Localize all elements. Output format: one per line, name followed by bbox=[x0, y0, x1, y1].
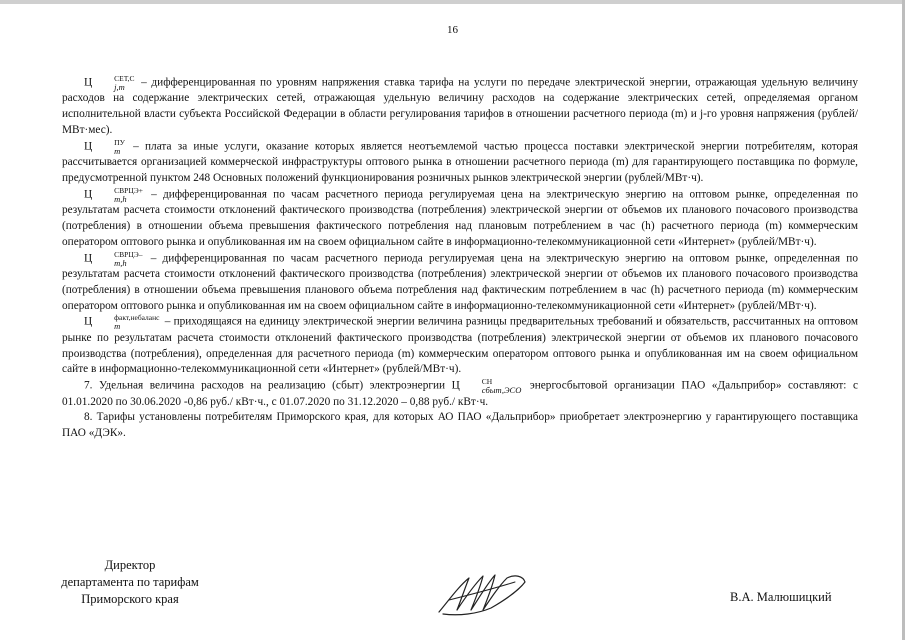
formula-subscript: сбыт,ЭСО bbox=[481, 385, 522, 396]
item-8-paragraph: 8. Тарифы установлены потребителям Приморского края, для которых АО ПАО «Дальприбор» приобретает электроэнергию у гарантирующего поставщика ПАО «ДЭК». bbox=[62, 411, 858, 440]
definition-text: – дифференцированная по часам расчетного периода регулируемая цена на электрическую энергию на оптовом рынке, определенная по результатам расчета стоимости отклонений фактического производства (потребления) электрической энергии от объемов их планового почасового производства (потребления) в отношении объема превышения фактического потребления над плановым потреблением в час (h) расчетного периода (m) коммерческим оператором оптового рынка и опубликованная им на своем официальном сайте в информационно-телекоммуникационной сети «Интернет» (рублей/МВт·ч). bbox=[62, 188, 858, 248]
formula-superscript: факт,небаланс bbox=[114, 313, 160, 323]
definition-paragraph bbox=[62, 314, 858, 378]
formula-indices bbox=[92, 139, 125, 155]
signatory-title-line: Приморского края bbox=[81, 592, 179, 606]
definition-text: – приходящаяся на единицу электрической энергии величина разницы предварительных требований и обязательств, рассчитанных на оптовом рынке по результатам расчета стоимости отклонений фактического производства (потребления) электрической энергии от объемов их планового почасового производства (потребления), определенная для расчетного периода (m) коммерческим оператором оптового рынка и опубликованная им на своем официальном сайте в информационно-телекоммуникационной сети «Интернет» (рублей/МВт·ч). bbox=[62, 315, 858, 376]
formula-indices bbox=[460, 378, 522, 394]
formula-symbol: Ц bbox=[84, 252, 93, 265]
item-7-text-before: 7. Удельная величина расходов на реализацию (сбыт) электроэнергии bbox=[84, 379, 452, 392]
definition-text: – дифференцированная по уровням напряжения ставка тарифа на услуги по передаче электрической энергии, отражающая удельную величину расходов на содержание электрических сетей, отражающая удельную величину расходов на содержание электрических сетей, определяемая органом исполнительной власти субъекта Российской Федерации в области регулирования тарифов в отношении расчетного периода (m) и j-го уровня напряжения (рублей/МВт·мес). bbox=[62, 76, 858, 136]
formula-superscript: СВРЦЭ– bbox=[114, 249, 143, 259]
page-number: 16 bbox=[447, 24, 458, 36]
formula-symbol: Ц bbox=[84, 315, 93, 328]
signatory-title-line: Директор bbox=[104, 558, 156, 572]
formula-superscript: СЕТ,С bbox=[114, 74, 135, 83]
handwritten-signature bbox=[435, 570, 530, 620]
formula-indices bbox=[92, 75, 134, 91]
formula-subscript: j,m bbox=[114, 82, 125, 92]
formula-symbol: Ц bbox=[84, 188, 93, 201]
formula-indices bbox=[92, 251, 142, 267]
scan-border-top bbox=[0, 0, 905, 4]
signatory-name: В.А. Малюшицкий bbox=[730, 590, 832, 604]
formula-superscript: ПУ bbox=[114, 137, 125, 147]
formula-indices bbox=[92, 314, 159, 330]
item-7-text-after: энергосбытовой организации ПАО «Дальприбор» составляют: с 01.01.2020 по 30.06.2020 -0,86 руб./ кВт·ч., с 01.07.2020 по 31.12.2020 – 0,88 руб./ кВт·ч. bbox=[62, 379, 859, 408]
item-7-paragraph bbox=[62, 378, 858, 410]
formula-subscript: m bbox=[114, 145, 121, 156]
definition-text: – дифференцированная по часам расчетного периода регулируемая цена на электрическую энергию на оптовом рынке, определенная по результатам расчета стоимости отклонений фактического производства (потребления) электрической энергии от объемов их планового почасового производства (потребления) в отношении объема превышения планового объема потребления над фактическим потреблением в час (h) расчетного периода (m) коммерческим оператором оптового рынка и опубликованная им на своем официальном сайте в информационно-телекоммуникационной сети «Интернет» (рублей/МВт·ч). bbox=[62, 252, 858, 312]
document-body bbox=[62, 75, 858, 442]
formula-subscript: m,h bbox=[114, 193, 127, 204]
formula-subscript: m,h bbox=[114, 257, 127, 268]
formula-superscript: СН bbox=[481, 377, 493, 387]
formula-subscript: m bbox=[114, 321, 121, 332]
definition-paragraph bbox=[62, 187, 858, 251]
definition-paragraph bbox=[62, 75, 858, 139]
definition-paragraph bbox=[62, 139, 858, 187]
formula-indices bbox=[92, 187, 143, 203]
formula-symbol: Ц bbox=[84, 76, 93, 89]
formula-symbol: Ц bbox=[451, 379, 460, 392]
definition-paragraph bbox=[62, 251, 858, 315]
signatory-title-line: департамента по тарифам bbox=[61, 575, 199, 589]
signatory-title bbox=[46, 557, 214, 608]
definition-text: – плата за иные услуги, оказание которых является неотъемлемой частью процесса поставки электрической энергии потребителям, которая рассчитывается организацией коммерческой инфраструктуры оптового рынка в отношении расчетного периода (m) для гарантирующего поставщика по формуле, предусмотренной пунктом 248 Основных положений функционирования розничных рынков электрической энергии (рублей/МВт·ч). bbox=[62, 140, 858, 184]
formula-symbol: Ц bbox=[84, 140, 93, 153]
formula-superscript: СВРЦЭ+ bbox=[114, 185, 143, 195]
